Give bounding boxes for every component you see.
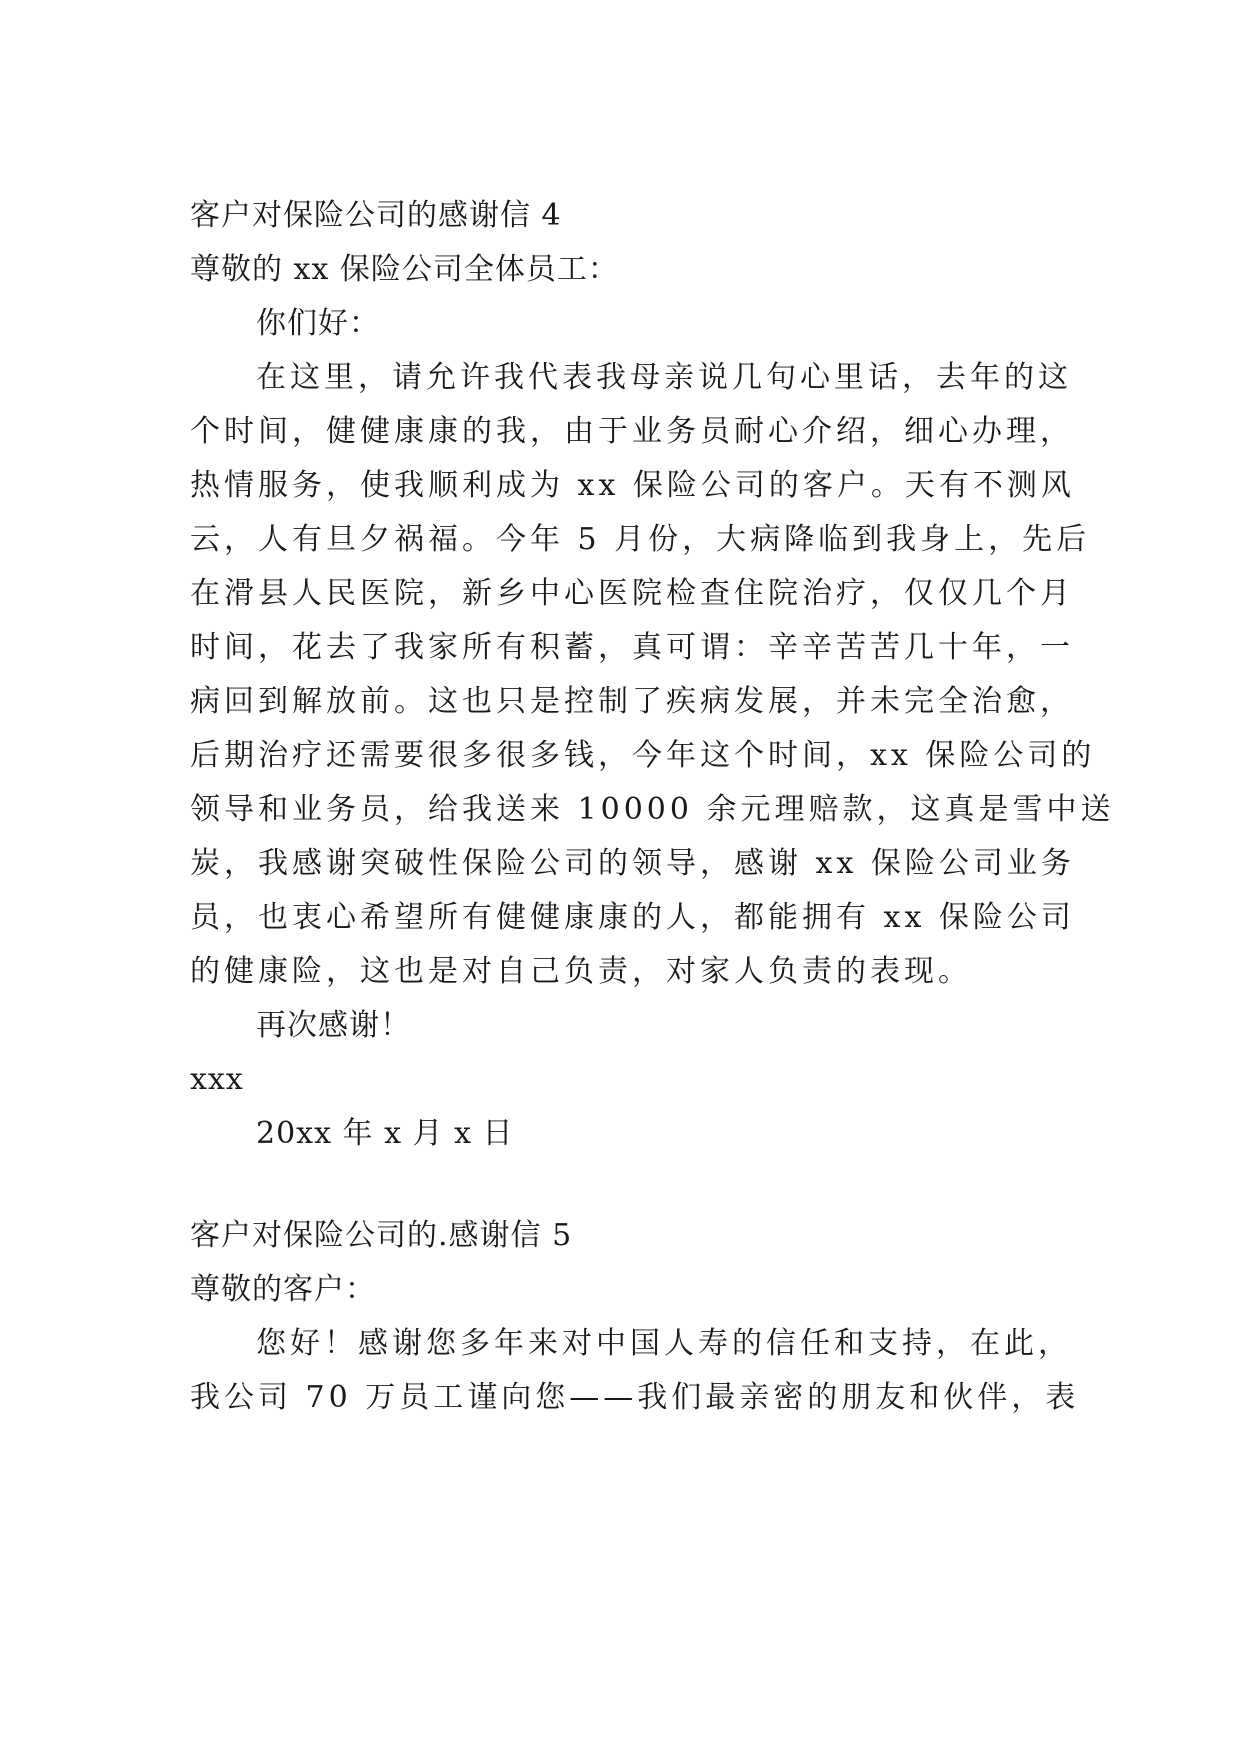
letter4-body-line: 云，人有旦夕祸福。今年 5 月份，大病降临到我身上，先后 (190, 522, 1091, 557)
letter4-body-line: 病回到解放前。这也只是控制了疾病发展，并未完全治愈， (190, 684, 1074, 719)
letter4-body-line: 的健康险，这也是对自己负责，对家人负责的表现。 (190, 954, 972, 989)
letter4-date: 20xx 年 x 月 x 日 (256, 1116, 514, 1151)
letter4-body-line: 热情服务，使我顺利成为 xx 保险公司的客户。天有不测风 (190, 468, 1075, 503)
letter5-body-line: 我公司 70 万员工谨向您——我们最亲密的朋友和伙伴，表 (190, 1380, 1080, 1415)
letter4-body-line: 后期治疗还需要很多很多钱，今年这个时间，xx 保险公司的 (190, 738, 1096, 773)
letter4-body-line: 个时间，健健康康的我，由于业务员耐心介绍，细心办理， (190, 414, 1074, 449)
letter4-title: 客户对保险公司的感谢信 4 (190, 198, 562, 233)
letter5-body-line: 您好！感谢您多年来对中国人寿的信任和支持，在此， (256, 1326, 1072, 1361)
letter4-thanks: 再次感谢！ (256, 1008, 411, 1043)
letter4-body-line: 炭，我感谢突破性保险公司的领导，感谢 xx 保险公司业务 (190, 846, 1075, 881)
letter4-greeting: 你们好： (256, 306, 380, 341)
letter4-body-line: 在这里，请允许我代表我母亲说几句心里话，去年的这 (256, 360, 1072, 395)
letter4-salutation: 尊敬的 xx 保险公司全体员工： (190, 252, 619, 287)
letter4-signature: xxx (190, 1062, 244, 1097)
letter5-title: 客户对保险公司的.感谢信 5 (190, 1218, 573, 1253)
letter4-body-line: 领导和业务员，给我送来 10000 余元理赔款，这真是雪中送 (190, 792, 1115, 827)
letter5-salutation: 尊敬的客户： (190, 1272, 376, 1307)
letter4-body-line: 时间，花去了我家所有积蓄，真可谓：辛辛苦苦几十年，一 (190, 630, 1074, 665)
letter4-body-line: 员，也衷心希望所有健健康康的人，都能拥有 xx 保险公司 (190, 900, 1075, 935)
letter4-body-line: 在滑县人民医院，新乡中心医院检查住院治疗，仅仅几个月 (190, 576, 1074, 611)
